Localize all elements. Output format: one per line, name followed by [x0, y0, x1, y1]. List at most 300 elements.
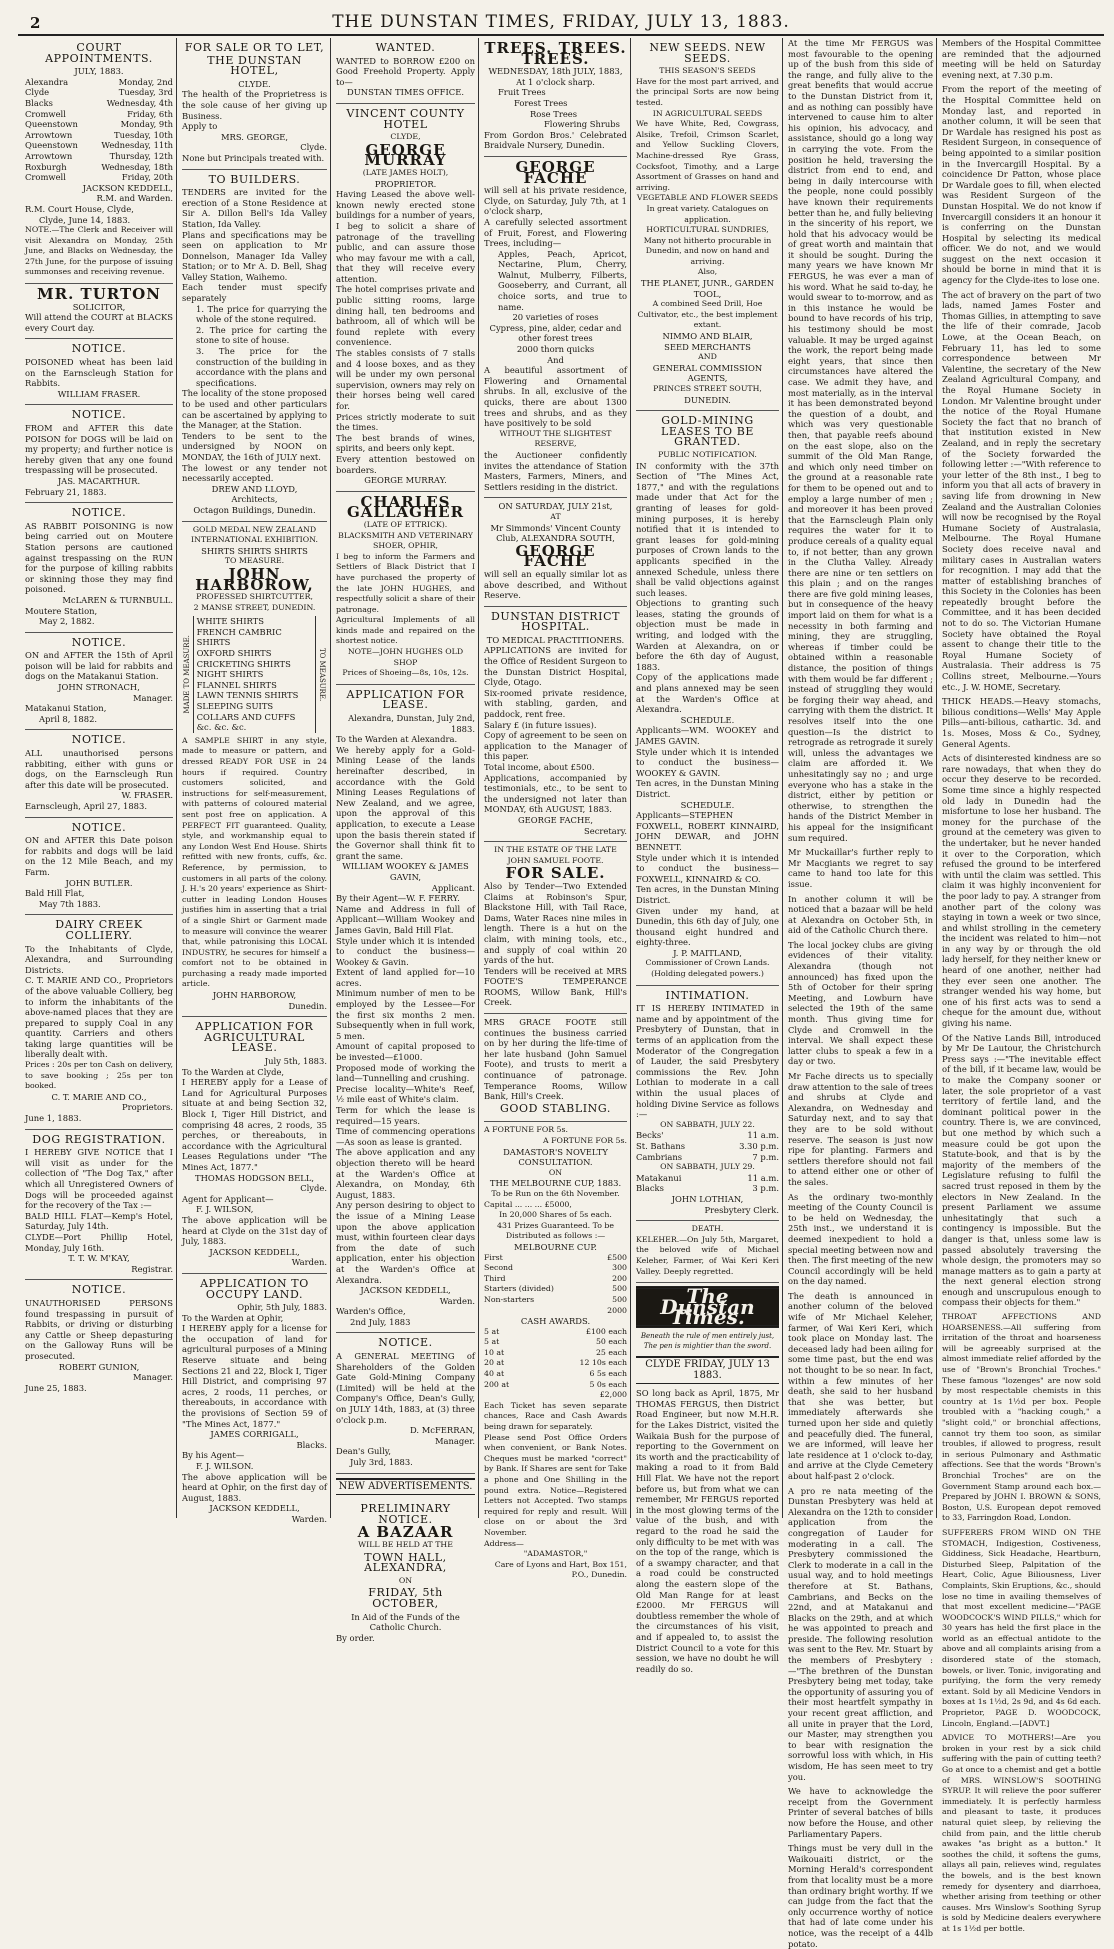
- signature-role: Manager.: [132, 692, 173, 703]
- editorial-masthead: The Dunstan Times.: [636, 1286, 779, 1328]
- ad-heading: NEW SEEDS. NEW SEEDS.: [649, 41, 766, 65]
- editorial-paragraph: SO long back as April, 1875, Mr THOMAS FERGUS, then District Road Engineer, but now M.H.R. for the Lakes District, visited the Waikaia Bush for the purpose of reporting to the Government on its worth and the practicability of making a road to it from Bald Hill Flat. We have not the report before us, but from what we can remember, Mr FERGUS reported in the most glowing terms of the value of the bush, and with regard to the road he said the only difficulty to be met with was on the top of the range, which is of a swampy character, and that a road could be constructed along the eastern slope of the Old Man Range for at least £2000. Mr FERGUS will doubtless remember the whole of the circumstances of his visit, and if appealed to, to assist the District Council to a vote for this session, we have no doubt he will readily do so.: [636, 1388, 779, 1674]
- ad-body: A combined Seed Drill, Hoe Cultivator, etc., the best implement extant.: [637, 299, 778, 330]
- ad-heading: CHARLES GALLAGHER: [346, 492, 465, 522]
- ad-body: C. T. MARIE AND CO., Proprietors of the above valuable Colliery, beg to inform the inhabitants of the above-named places that they are prepared to supply Coal in any quantity. Carriers and others taking large quantities will be liberally dealt with.: [25, 975, 173, 1060]
- ad-subheading: THE MELBOURNE CUP, 1883.: [489, 1178, 622, 1189]
- table-row: [484, 1253, 627, 1264]
- ad-body: Given under my hand, at Dunedin, this 6th day of July, one thousand eight hundred and eighty-three.: [636, 905, 779, 948]
- signature-role: Manager.: [132, 1372, 173, 1383]
- ad-body: Will attend the COURT at BLACKS every Court day.: [25, 312, 173, 333]
- ad-subheading: SOLICITOR,: [72, 301, 126, 312]
- signature: GEORGE FACHE,: [517, 814, 594, 825]
- ad-body: Prices of Shoeing—8s, 10s, 12s.: [342, 668, 469, 678]
- ad-body: TENDERS are invited for the erection of a Stone Residence at Sir A. Dillon Bell's Ida Valley Station, Ida Valley.: [182, 187, 327, 229]
- list-item: Flowering Shrubs: [544, 119, 620, 130]
- prize-name: Third: [484, 1273, 506, 1283]
- ad-body: Care of Lyons and Hart, Box 151, P.O., Dunedin.: [494, 1559, 627, 1580]
- seeds-ad: [636, 38, 779, 411]
- ad-body: A GENERAL MEETING of Shareholders of the Golden Gate Gold-Mining Company (Limited) will be held at the Company's Office, Dean's Gully, on JULY 14th, 1883, at (3) three o'clock p.m.: [336, 1351, 475, 1425]
- ad-body: To the Warden at Alexandra.: [336, 734, 458, 745]
- award-value: 6 5s each: [589, 1369, 627, 1379]
- prize-value: 500: [612, 1284, 627, 1294]
- ad-subheading: SHIRTS SHIRTS SHIRTS: [201, 545, 308, 556]
- editorial-paragraph: THICK HEADS.—Heavy stomachs, bilious conditions—Wells' May Apple Pills—anti-bilious, cathartic. 3d. and 1s. Moses, Moss & Co., Sydney, General Agents.: [942, 696, 1101, 749]
- editorial-paragraph: THROAT AFFECTIONS AND HOARSENESS.—All suffering from irritation of the throat and hoarseness will be agreeably surprised at the almost immediate relief afforded by the use of "Brown's Bronchial Troches." These famous "lozenges" are now sold by most respectable chemists in this country at 1s 1½d per box. People troubled with a "hacking cough," a "slight cold," or bronchial affections, cannot try them too soon, as similar troubles, if allowed to progress, result in serious Pulmonary and Asthmatic affections. See that the words "Brown's Bronchial Troches" are on the Government Stamp around each box.—Prepared by JOHN I. BROWN & SONS, Boston, U.S. European depot removed to 33, Farringdon Road, London.: [942, 1312, 1101, 1523]
- prize-name: Second: [484, 1263, 514, 1273]
- ad-body: Apply to: [182, 121, 218, 132]
- signature-role: Warden.: [439, 1295, 475, 1306]
- signature-role: Registrar.: [131, 1263, 173, 1274]
- ad-body: Prices strictly moderate to suit the times.: [336, 411, 475, 433]
- ad-heading: NOTICE.: [71, 506, 127, 520]
- table-row: [484, 1274, 627, 1285]
- dog-registration-ad: [25, 1130, 173, 1281]
- ad-heading: INTIMATION.: [665, 988, 750, 1002]
- ad-body: The above application and any objection thereto will be heard at the Warden's Office at Alexandra, on Monday, 6th August, 1883.: [336, 1147, 475, 1200]
- ad-body: Applications, accompanied by testimonials, etc., to be sent to the undersigned not later than MONDAY, 6th AUGUST, 1883.: [484, 772, 627, 815]
- editorial-paragraph: Members of the Hospital Committee are reminded that the adjourned meeting will be held on Saturday evening next, at 7.30 p.m.: [942, 38, 1101, 80]
- death-notice: [636, 1221, 779, 1283]
- signature: MRS. GEORGE,: [220, 131, 289, 142]
- ad-subheading: WILL BE HELD AT THE: [358, 1539, 453, 1549]
- signature: NIMMO AND BLAIR,: [662, 331, 753, 342]
- table-row: [636, 1152, 779, 1163]
- ad-body: IT IS HEREBY INTIMATED in name and by appointment of the Presbytery of Dunstan, that in terms of an application from the Moderator of the Congregation of Lauder, the said Presbytery commissions the Rev. John Lothian to moderate in a call within the usual places of holding Divine Service as follows :—: [636, 1003, 779, 1120]
- notice-ad: [25, 818, 173, 916]
- court-date: Monday, 9th: [120, 119, 173, 130]
- table-row: [484, 1337, 627, 1348]
- ad-date: April 8, 1882.: [39, 713, 98, 724]
- ad-body: A SAMPLE SHIRT in any style, made to measure or pattern, and dressed READY FOR USE in 24 hours if required. Country customers solicited, and instructions for self-measurement, with patterns of coloured material sent post free on application. A PERFECT FIT guaranteed. Quality, style, and workmanship equal to any London West End House. Shirts refitted with new fronts, cuffs, &c. Reference, by permission, to customers in all parts of the colony. J. H.'s 20 years' experience as Shirt-cutter in leading London Houses justifies him in asserting that a trial of a single Shirt or Garment made to measure will convince the wearer that, while patronising this LOCAL INDUSTRY, he secures for himself a comfort not to be obtained in purchasing a ready made imported article.: [182, 735, 327, 989]
- signature: JAS. MACARTHUR.: [57, 475, 141, 486]
- lease-application-ad: [336, 685, 475, 1334]
- table-row: [25, 77, 173, 88]
- ad-subheading: HORTICULTURAL SUNDRIES,: [646, 225, 769, 235]
- ad-subheading: To be Run on the 6th November.: [491, 1188, 620, 1198]
- ad-heading: GEORGE FACHE: [515, 157, 596, 187]
- table-row: [484, 1327, 627, 1338]
- ad-body: MRS GRACE FOOTE still continues the business carried on by her during the life-time of her late husband (John Samuel Foote), and trusts to merit a continuance of patronage. Temperance Rooms, Willow Bank, Hill's Creek.: [484, 1017, 627, 1102]
- column-rule: [782, 38, 783, 1518]
- service-time: 3.30 p.m.: [739, 1140, 779, 1151]
- ad-subheading: A FORTUNE FOR 5s.: [543, 1136, 627, 1145]
- ad-body: To the Warden at Clyde,: [182, 1066, 285, 1077]
- ad-heading: COURT APPOINTMENTS.: [45, 41, 153, 65]
- ad-subheading: MELBOURNE CUP.: [514, 1241, 597, 1252]
- ad-heading: TREES. TREES. TREES.: [484, 39, 627, 68]
- shirt-list-box: [182, 616, 327, 733]
- award-count: 5 at: [484, 1326, 500, 1336]
- award-count: 20 at: [484, 1358, 505, 1368]
- column-rule: [478, 38, 479, 1518]
- notice-ad: [25, 339, 173, 405]
- column-rule: [936, 38, 937, 1518]
- ad-body: will sell at his private residence, Clyde, on Saturday, July 7th, at 1 o'clock sharp,: [484, 185, 627, 217]
- turton-ad: [25, 284, 173, 339]
- signature: JOHN STRONACH,: [58, 682, 140, 693]
- prize-value: 200: [612, 1273, 627, 1283]
- award-value: 12 10s each: [579, 1358, 627, 1368]
- shirt-list: [193, 616, 317, 733]
- ad-body: Please send Post Office Orders when convenient, or Bank Notes. Cheques must be marked "correct" by Bank. If Shares are sent for Take a phone and One Shilling in the pound extra. Notice—Registered Letters not Accepted. Two stamps required for reply and result. Will close on or about the 3rd November.: [484, 1432, 627, 1537]
- ad-date: July 3rd, 1883.: [350, 1457, 413, 1467]
- service-place: Becks': [636, 1130, 664, 1141]
- notice-ad: [25, 730, 173, 817]
- ad-body: Ten acres, in the Dunstan Mining District.: [636, 778, 779, 799]
- ad-heading: NOTICE.: [71, 733, 127, 747]
- ad-body: Six-roomed private residence, with stabling, garden, and paddock, rent free.: [484, 687, 627, 720]
- editorial-dateline: CLYDE FRIDAY, JULY 13 1883.: [636, 1356, 779, 1384]
- list-item: Forest Trees: [514, 97, 568, 108]
- list-item: 3. The price for the construction of the building in accordance with the plans and specifications.: [196, 346, 327, 388]
- ad-body: I HEREBY apply for a Lease of Land for Agricultural Purposes situate at and being Section 32, Block I, Tiger Hill District, and comprising 48 acres, 2 roods, 35 perches, or thereabouts, in accordance with the Agricultural Leases Regulations under "The Mines Act, 1877.": [182, 1077, 327, 1172]
- award-value: 25 each: [595, 1347, 627, 1357]
- prize-value: £500: [607, 1252, 627, 1262]
- table-row: [25, 87, 173, 98]
- ad-body: ON and AFTER the 15th of April poison will be laid for rabbits and dogs on the Matakanui Station.: [25, 650, 173, 682]
- column-5: [633, 38, 782, 1674]
- ad-heading: NOTICE.: [71, 820, 127, 834]
- editorial-paragraph: Acts of disinterested kindness are so rare nowadays, that when they do occur they deserve to be recorded. Some time since a highly respected old lady in Dunedin had the misfortune to lose her husband. The money for the purchase of the ground at the cemetery was given to the undertaker, but he never handed it over to the Corporation, which refused the ground to be interfered with until the claim was settled. This claim it was highly inconvenient for the poor lady to pay. A stranger from another part of the colony was staying in town a week or two since, and whilst strolling in the cemetery the incident was related to him—not in any way by or through the old lady herself, for they neither knew or heard of one another, neither had they ever seen one another. The stranger wended his way home, but one of his first acts was to send a cheque for the amount due, without giving his name.: [942, 753, 1101, 1029]
- ad-heading: WANTED.: [375, 41, 436, 54]
- ad-place: Clyde.: [300, 1183, 327, 1194]
- notice-ad: [25, 405, 173, 503]
- ad-heading: FOR SALE OR TO LET,: [184, 41, 325, 54]
- ad-body: WITHOUT THE SLIGHTEST RESERVE,: [499, 428, 612, 449]
- ad-body: Every attention bestowed on boarders.: [336, 453, 475, 475]
- signature: DREW AND LLOYD,: [211, 483, 298, 494]
- ad-subheading: ON SABBATH, JULY 29.: [660, 1162, 755, 1172]
- court-place: Arrowtown: [25, 150, 73, 161]
- ad-body: A carefully selected assortment of Fruit, Forest, and Flowering Trees, including—: [484, 216, 627, 249]
- ad-body: In 20,000 Shares of 5s each.: [499, 1210, 612, 1220]
- signature: D. McFERRAN,: [409, 1425, 475, 1436]
- ad-body: A beautiful assortment of Flowering and Ornamental shrubs. In all, exclusive of the quicks, there are about 1300 trees and shrubs, and as they have positively to be sold: [484, 365, 627, 429]
- occupy-land-ad: [182, 1274, 327, 1530]
- court-place: Clyde: [25, 87, 50, 98]
- award-count: 10 at: [484, 1347, 505, 1357]
- ad-body: The above application will be heard at Clyde on the 31st day of July, 1883.: [182, 1214, 327, 1247]
- table-row: [636, 1183, 779, 1194]
- signature: WILLIAM FRASER.: [57, 388, 141, 399]
- ad-subheading: IN THE ESTATE OF THE LATE JOHN SAMUEL FOOTE.: [494, 845, 617, 865]
- signature-role: Applicant.: [431, 882, 475, 893]
- ad-body: WANTED to BORROW £200 on Good Freehold Property. Apply to—: [336, 55, 475, 87]
- ad-body: APPLICATIONS are invited for the Office of Resident Surgeon to the Dunstan District Hospital, Clyde, Otago.: [484, 645, 627, 688]
- ad-subheading: A FORTUNE FOR 5s.: [484, 1125, 568, 1135]
- ad-place: Moutere Station,: [25, 605, 98, 616]
- ad-subheading: IN AGRICULTURAL SEEDS: [652, 108, 763, 118]
- ad-body: None but Principals treated with.: [182, 152, 325, 163]
- column-1: [22, 38, 176, 1518]
- signature-role: Architects,: [231, 494, 278, 505]
- ad-date: 2nd July, 1883: [350, 1316, 411, 1327]
- ad-body: Agent for Applicant—: [182, 1193, 274, 1204]
- table-row: [25, 98, 173, 109]
- dairy-creek-ad: [25, 915, 173, 1129]
- ad-subheading: GOLD MEDAL NEW ZEALAND INTERNATIONAL EXHIBITION.: [191, 524, 318, 545]
- hospital-ad: [484, 607, 627, 842]
- column-3: [333, 38, 478, 1643]
- signature-role: Commissioner of Crown Lands.: [645, 958, 770, 968]
- ad-heading: NOTICE.: [71, 1283, 127, 1297]
- notice-ad: [25, 1280, 173, 1398]
- court-date: Wednesday, 18th: [101, 161, 173, 172]
- ad-body: Prices : 20s per ton Cash on delivery, to save booking ; 25s per ton booked.: [25, 1060, 173, 1091]
- ad-subheading: JULY, 1883.: [74, 66, 124, 77]
- ad-subheading: ON SATURDAY, JULY 21st,: [498, 501, 613, 512]
- ad-subheading: GOOD STABLING.: [499, 1101, 611, 1115]
- editorial-paragraph: Of the Native Lands Bill, introduced by Mr De Lautour, the Christchurch Press says :—"The inevitable effect of the bill, if it became law, would be to make the Company sooner or later, the sole proprietor of a vast territory of fertile land, and the dominant political power in the country. There is, we are convinced, but one method by which such a measure could be got upon the Statute-book, and that is by the majority of the members of the Legislature refusing to fulfil the sacred trust reposed in them by the electors in New Zealand. In the present Parliament we assume unhesitatingly that such a contingency is impossible. But the danger is that, unless some law is passed absolutely traversing the whole design, the promoters may so manage matters as to gain a party at the next general election strong enough and unscrupulous enough to compass their objects for them.": [942, 1032, 1101, 1308]
- service-table: [636, 1173, 779, 1194]
- ad-heading: DAIRY CREEK COLLIERY.: [55, 918, 143, 942]
- agricultural-lease-ad: [182, 1017, 327, 1274]
- foote-rooms-ad: [484, 1014, 627, 1122]
- ad-subheading: TO MEASURE.: [224, 556, 285, 566]
- ad-subheading: VEGETABLE AND FLOWER SEEDS: [636, 193, 779, 203]
- ad-body: Plans and specifications may be seen on application to Mr Donnelson, Manager Ida Valley Station; or to Mr A. D. Bell, Shag Valley Station, Waihemo.: [182, 229, 327, 282]
- bazaar-ad: [336, 1499, 475, 1648]
- table-row: [25, 140, 173, 151]
- signature-role: (Holding delegated powers.): [651, 969, 764, 979]
- court-date: Tuesday, 3rd: [118, 87, 173, 98]
- signature: McLAREN & TURNBULL.: [62, 594, 173, 605]
- ad-heading: DUNSTAN DISTRICT HOSPITAL.: [490, 609, 621, 634]
- column-rule: [330, 38, 331, 1518]
- table-row: [25, 151, 173, 162]
- ad-body: Style under which it is intended to conduct the business—WOOKEY & GAVIN.: [636, 746, 779, 778]
- ad-body: 431 Prizes Guaranteed. To be Distributed as follows :—: [496, 1220, 614, 1241]
- award-value: 5 0s each: [589, 1379, 627, 1389]
- masthead-motto: Beneath the rule of men entirely just, The pen is mightier than the sword.: [640, 1331, 775, 1351]
- ad-heading: APPLICATION FOR LEASE.: [346, 687, 465, 712]
- table-row: [636, 1130, 779, 1141]
- ad-body: Name and Address in full of Applicant—William Wookey and James Gavin, Bald Hill Flat.: [336, 903, 475, 935]
- ad-place: Blacks.: [296, 1439, 327, 1450]
- court-place: Alexandra: [25, 76, 69, 87]
- ad-heading: DOG REGISTRATION.: [32, 1132, 166, 1146]
- signature: C. T. MARIE AND CO.,: [51, 1091, 147, 1102]
- ad-body: UNAUTHORISED PERSONS found trespassing in pursuit of Rabbits, or driving or disturbing any Cattle or Sheep depasturing on the Galloway Runs will be prosecuted.: [25, 1297, 173, 1361]
- service-place: Matakanui: [636, 1172, 682, 1183]
- ad-subheading: PROFESSED SHIRTCUTTER,: [196, 592, 313, 602]
- editorial-paragraph: The local jockey clubs are giving evidences of their vitality. Alexandra (though not announced) has fixed upon the 5th of October for their spring Meeting, and Lowburn have selected the 19th of the same month. Thus giving time for Clyde and Cromwell in the interval. We shall expect these latter clubs to speak a few in a day or two.: [788, 939, 933, 1067]
- ad-place: Dean's Gully,: [336, 1446, 392, 1457]
- ad-body: I HEREBY GIVE NOTICE that I will visit as under for the collection of "The Dog Tax," after which all Unregistered Owners of Dogs will be proceeded against for the recovery of the Tax :—: [25, 1147, 173, 1211]
- ad-date: July 5th, 1883.: [264, 1056, 327, 1067]
- ad-body: Capital ... ... ... £5000,: [484, 1199, 572, 1209]
- ad-subheading: PUBLIC NOTIFICATION.: [658, 449, 757, 459]
- ad-body: the Auctioneer confidently invites the attendance of Station Masters, Farmers, Miners, and Settlers residing in the district.: [484, 449, 627, 492]
- service-place: Cambrians: [636, 1151, 683, 1162]
- editorial-paragraph: The act of bravery on the part of two lads, named James Foster and Thomas Gillies, in attempting to save the life of their comrade, Jacob Lowe, at the Ocean Beach, on February 11, has led to some correspondence between Mr Valentine, the secretary of the New Zealand Agricultural Company, and the Royal Humane Society in London. Mr Valentine brought under the notice of the Royal Humane Society the fact that no branch of that institution existed in New Zealand, and in reply the secretary of the Society forwarded the following letter :—"With reference to your letter of the 8th inst., I beg to inform you that all acts of bravery in saving life from drowning in New Zealand and the Australian Colonies will now be recognised by the Royal Humane Society of Australasia, Melbourne. The Royal Humane Society does receive naval and military cases in Australian waters for recognition. I may add that the matter of establishing branches of this Society in the Colonies has been repeatedly brought before the Committee, and it has been decided not to do so. The Victorian Humane Society have obtained the Royal assent to change their title to the Royal Humane Society of Australasia. Their address is 75 Collins street, Melbourne.—Yours etc., J. W. HOME, Secretary.: [942, 289, 1101, 692]
- foote-estate-ad: [484, 842, 627, 1014]
- signature: ROBERT GUNION,: [58, 1361, 140, 1372]
- ad-subheading: AT: [550, 511, 561, 521]
- ad-body: 20 varieties of roses: [512, 312, 599, 323]
- ad-note: NOTE.—The Clerk and Receiver will visit Alexandra on Monday, 25th June, and Blacks on Wednesday, the 27th June, for the purpose of issuing summonses and receiving revenue.: [25, 225, 173, 277]
- dunstan-hotel-ad: [182, 38, 327, 170]
- list-item: FLANNEL SHIRTS: [196, 679, 277, 690]
- court-date: Monday, 2nd: [118, 76, 173, 87]
- ad-place: Clyde.: [300, 142, 327, 153]
- ad-body: Precise locality—White's Reef, ½ mile east of White's claim.: [336, 1083, 475, 1105]
- ad-body: The lowest or any tender not necessarily accepted.: [182, 462, 327, 484]
- table-row: [484, 1295, 627, 1306]
- ad-subheading: WEDNESDAY, 18th JULY, 1883,: [488, 66, 623, 77]
- ad-body: Salary £ (in future issues).: [484, 719, 597, 730]
- ad-heading: NOTICE.: [71, 342, 127, 356]
- ad-body: Tenders will be received at MRS FOOTE'S TEMPERANCE ROOMS, Willow Bank, Hill's Creek.: [484, 965, 627, 1008]
- list-item: Fruit Trees: [498, 87, 546, 98]
- editorial-paragraph: A pro re nata meeting of the Dunstan Presbytery was held at Alexandra on the 12th to consider application from the congregation of Lauder for moderating in a call. The Presbytery commissioned the Clerk to moderate in a call in the usual way, and to hold meetings therefore at St. Bathans, Cambrians, and Becks on the 22nd, and at Matakanui and Blacks on the 29th, and at which he was appointed to preach and preside. The following resolution was sent to the Rev. Mr. Stuart by the members of Presbytery :—"The brethren of the Dunstan Presbytery being met today, take the opportunity of assuring you of their most heartfelt sympathy in your recent great affliction, and all unite in prayer that the Lord, our Master, may strengthen you to bear with resignation the sorrowful loss with which, in His wisdom, He has seen meet to try you.: [788, 1485, 933, 1782]
- ad-subheading: At 1 o'clock sharp.: [516, 76, 595, 87]
- table-row: [25, 109, 173, 120]
- ad-heading: DAMASTOR'S NOVELTY CONSULTATION.: [503, 1146, 608, 1168]
- ad-subheading: FRIDAY, 5th OCTOBER,: [368, 1586, 443, 1610]
- ad-heading: VINCENT COUNTY HOTEL: [346, 106, 465, 131]
- ad-body: The health of the Proprietress is the sole cause of her giving up Business.: [182, 89, 327, 121]
- court-date: Friday, 6th: [127, 108, 173, 119]
- court-place: Roxburgh: [25, 161, 67, 172]
- notice-ad: [25, 633, 173, 731]
- service-place: St. Bathans: [636, 1140, 686, 1151]
- table-row: [484, 1358, 627, 1369]
- award-count: 200 at: [484, 1379, 510, 1389]
- ad-body: IN conformity with the 37th Section of "The Mines Act, 1877," and with the regulations made under that Act for the granting of leases for gold-mining purposes, it is hereby notified that it is intended to grant leases for gold-mining purposes of Crown lands to the applicants specified in the annexed Schedule, unless there shall be valid objections against such leases.: [636, 460, 779, 598]
- page-number: 2: [30, 14, 41, 32]
- signature-role: Warden.: [291, 1513, 327, 1524]
- service-table: [636, 1130, 779, 1162]
- award-count: 5 at: [484, 1337, 500, 1347]
- court-place: Cromwell: [25, 108, 66, 119]
- signature: JACKSON KEDDELL,: [209, 1503, 300, 1514]
- editorial-paragraph: ADVICE TO MOTHERS!—Are you broken in your rest by a sick child suffering with the pain of cutting teeth? Go at once to a chemist and get a bottle of MRS. WINSLOW'S SOOTHING SYRUP. It will relieve the poor sufferer immediately. It is perfectly harmless and pleasant to taste, it produces natural quiet sleep, by relieving the child from pain, and the little cherub awakes "as bright as a button." It soothes the child, it softens the gums, allays all pain, relieves wind, regulates the bowels, and is the best known remedy for dysentery and diarrhoea, whether arising from teething or other causes. Mrs Winslow's Soothing Syrup is sold by Medicine dealers everywhere at 1s 1½d per bottle.: [942, 1733, 1101, 1933]
- ad-body: Objections to granting such leases, stating the grounds of objection must be made in writing, and lodged with the Warden at Alexandra, on or before the 6th day of August, 1883.: [636, 598, 779, 672]
- ad-heading: FOR SALE.: [505, 864, 606, 883]
- column-rule: [630, 38, 631, 1518]
- signature: JACKSON KEDDELL,: [209, 1246, 300, 1257]
- ad-subheading: THIS SEASON'S SEEDS: [659, 66, 756, 76]
- ad-subheading: ON SABBATH, JULY 22.: [660, 1119, 755, 1129]
- editorial-paragraph: The death is announced in another column of the beloved wife of Mr Michael Keleher, farmer, of Wai Keri Keri, which took place on Monday last. The deceased lady had been ailing for some time past, but the end was not thought to be so near. In fact, within a few minutes of her death, she said to her husband that she was better, but immediately afterwards she turned upon her side and quietly and peacefully died. The funeral, we are informed, will leave her late residence at 1 o'clock to-day, and arrive at the Clyde Cemetery about half-past 2 o'clock.: [788, 1290, 933, 1481]
- fache-sale-ad-2: [484, 498, 627, 606]
- ad-subheading: CLYDE.: [238, 78, 271, 89]
- ad-subheading: CASH AWARDS.: [520, 1316, 591, 1327]
- prize-name: Non-starters: [484, 1294, 535, 1304]
- editorial-paragraph: Things must be very dull in the Waikouaiti district, or the Morning Herald's correspondent from that locality must be a more than ordinary bright worthy. If we can judge from the fact that the only occurrence worthy of notice that had of late come under his notice, was the receipt of a 44lb potato.: [788, 1843, 933, 1949]
- signature: THOMAS HODGSON BELL,: [194, 1172, 314, 1183]
- signature: JOHN LOTHIAN,: [671, 1193, 744, 1204]
- ad-body: We hereby apply for a Gold-Mining Lease of the lands hereinafter described, in accordance with the Gold Mining Leases Regulations of New Zealand, and we agree, upon the approval of this application, to execute a Lease upon the basis therein stated if the Governor shall think fit to grant the same.: [336, 744, 475, 861]
- ad-body: Any person desiring to object to the issue of a Mining Lease upon the above application must, within fourteen clear days from the date of such application, enter his objection at the Warden's Office at Alexandra.: [336, 1200, 475, 1285]
- signature: F. J. WILSON.: [196, 1461, 254, 1471]
- ad-subheading: 2 MANSE STREET, DUNEDIN.: [193, 602, 316, 612]
- fache-sale-ad: [484, 157, 627, 498]
- ad-heading: A BAZAAR: [357, 1523, 454, 1542]
- list-item: OXFORD SHIRTS: [196, 648, 272, 659]
- ad-body: The locality of the stone proposed to be used and other particulars can be ascertained by applying to the Manager, at the Station.: [182, 388, 327, 431]
- ad-heading: NOTICE.: [71, 635, 127, 649]
- general-meeting-ad: [336, 1333, 475, 1473]
- ad-heading: JOHN HARBOROW,: [195, 564, 314, 594]
- ad-body: By his Agent—: [182, 1450, 245, 1461]
- ad-heading: DEATH.: [691, 1224, 724, 1234]
- ad-body: The best brands of wines, spirits, and beers only kept.: [336, 432, 475, 454]
- award-value: 50 each: [595, 1337, 627, 1347]
- side-label: TO MEASURE.: [318, 647, 326, 702]
- ad-place: Dunedin.: [288, 1000, 327, 1011]
- ad-body: Style under which it is intended to conduct the business—Wookey & Gavin.: [336, 935, 475, 967]
- ad-body: ON and AFTER this Date poison for rabbits and dogs will be laid on the 12 Mile Beach, and my Farm.: [25, 835, 173, 877]
- prize-name: First: [484, 1252, 503, 1262]
- ad-body: Having Leased the above well-known newly erected stone buildings for a number of years, I beg to solicit a share of patronage of the travelling public, and can assure those who may favour me with a call, that they will receive every attention.: [336, 189, 475, 284]
- court-place: Queenstown: [25, 119, 78, 130]
- signature: GEORGE MURRAY.: [364, 475, 447, 486]
- ad-body: ALL unauthorised persons rabbiting, either with guns or dogs, on the Earnscleugh Run after this date will be prosecuted.: [25, 748, 173, 790]
- table-row: [484, 1306, 627, 1317]
- court-place: Queenstown: [25, 140, 78, 151]
- ad-body: In Aid of the Funds of the Catholic Church.: [351, 1611, 460, 1633]
- page-header: [18, 8, 1104, 36]
- signature: T. T. W. M'KAY,: [68, 1253, 130, 1264]
- ad-body: Total income, about £500.: [484, 762, 595, 772]
- ad-date: Alexandra, Dunstan, July 2nd, 1883.: [348, 713, 475, 734]
- ad-subheading: TOWN HALL, ALEXANDRA,: [364, 1550, 447, 1575]
- table-row: [636, 1173, 779, 1184]
- prize-table: [484, 1253, 627, 1317]
- editorial-paragraph: Mr Muckaillar's further reply to Mr Macgiants we regret to say came to hand too late for this issue.: [788, 847, 933, 889]
- trees-ad: [484, 38, 627, 157]
- ad-heading: NOTICE.: [378, 1336, 433, 1350]
- list-item: LAWN TENNIS SHIRTS: [196, 690, 299, 701]
- ad-body: And: [547, 354, 564, 365]
- ad-date: June 1, 1883.: [25, 1113, 82, 1124]
- editorial-paragraph: In another column it will be noticed that a bazaar will be held at Alexandra on October 5th, in aid of the Catholic Church there.: [788, 893, 933, 936]
- list-item: FRENCH CAMBRIC SHIRTS: [196, 626, 282, 648]
- court-place: Arrowtown: [25, 129, 73, 140]
- ad-body: Also by Tender—Two Extended Claims at Robinson's Spur, Blackstone Hill, with Tail Race, Dams, Water Races nine miles in length. There is a hut on the claim, with mining tools, etc., and supply of coal within 20 yards of the hut.: [484, 880, 627, 966]
- ad-place: PRINCES STREET SOUTH,: [653, 384, 762, 393]
- new-advertisements-banner: NEW ADVERTISEMENTS.: [336, 1478, 475, 1496]
- ad-body: FROM and AFTER this date POISON for DOGS will be laid on my property; and further notice is hereby given that any one found trespassing will be prosecuted.: [25, 423, 173, 476]
- newspaper-title: THE DUNSTAN TIMES, FRIDAY, JULY 13, 1883.: [332, 12, 790, 32]
- table-row: [636, 1141, 779, 1152]
- wanted-ad: [336, 38, 475, 104]
- ad-body: I HEREBY apply for a license for the occupation of land for agricultural purposes of a Mining Reserve situate and being Sections 21 and 22, Block I, Tiger Hill District, and comprising 97 acres, 2 roods, 11 perches, or thereabouts, in accordance with the provisions of Section 59 of "The Mines Act, 1877.": [182, 1323, 327, 1429]
- list-item: COLLARS AND CUFFS: [196, 711, 296, 722]
- ad-body: Minimum number of men to be employed by the Lessee—For the first six months 2 men. Subsequently when in full work, 5 men.: [336, 988, 475, 1041]
- signature: JACKSON KEDDELL,: [360, 1285, 451, 1296]
- signature-role: Proprietors.: [121, 1102, 173, 1113]
- ad-subheading: (LATE JAMES HOLT),: [362, 167, 449, 177]
- ad-body: POISONED wheat has been laid on the Earnscleugh Station for Rabbits.: [25, 357, 173, 389]
- ad-body: Extent of land applied for—10 acres.: [336, 967, 475, 988]
- ad-body: From Gordon Bros.' Celebrated Braidvale Nursery, Dunedin.: [484, 129, 627, 151]
- signature-role: Manager.: [434, 1435, 475, 1446]
- ad-subheading: BLACKSMITH AND VETERINARY SHOER, OPHIR,: [338, 530, 473, 551]
- signature: AND: [698, 352, 717, 362]
- ad-place: Bald Hill Flat,: [25, 888, 85, 899]
- editorial-paragraph: We have to acknowledge the receipt from the Government Printer of several batches of bills now before the House, and other Parliamentary Papers.: [788, 1786, 933, 1839]
- ad-subheading: ON: [548, 1167, 563, 1177]
- ad-subheading: PROPRIETOR.: [374, 178, 437, 189]
- ad-body: will sell an equally similar lot as above described, and Without Reserve.: [484, 568, 627, 601]
- service-time: 11 a.m.: [747, 1130, 779, 1141]
- ad-body: I beg to inform the Farmers and Settlers of Black District that I have purchased the property of the late JOHN HUGHES, and respectfully solicit a share of their patronage.: [336, 551, 475, 614]
- ad-body: We have White, Red, Cowgrass, Alsike, Trefoil, Crimson Scarlet, and Yellow Suckling Clovers, Machine-dressed Rye Grass, Cocksfoot, Timothy, and a Large Assortment of Grasses on hand and arriving.: [636, 119, 779, 192]
